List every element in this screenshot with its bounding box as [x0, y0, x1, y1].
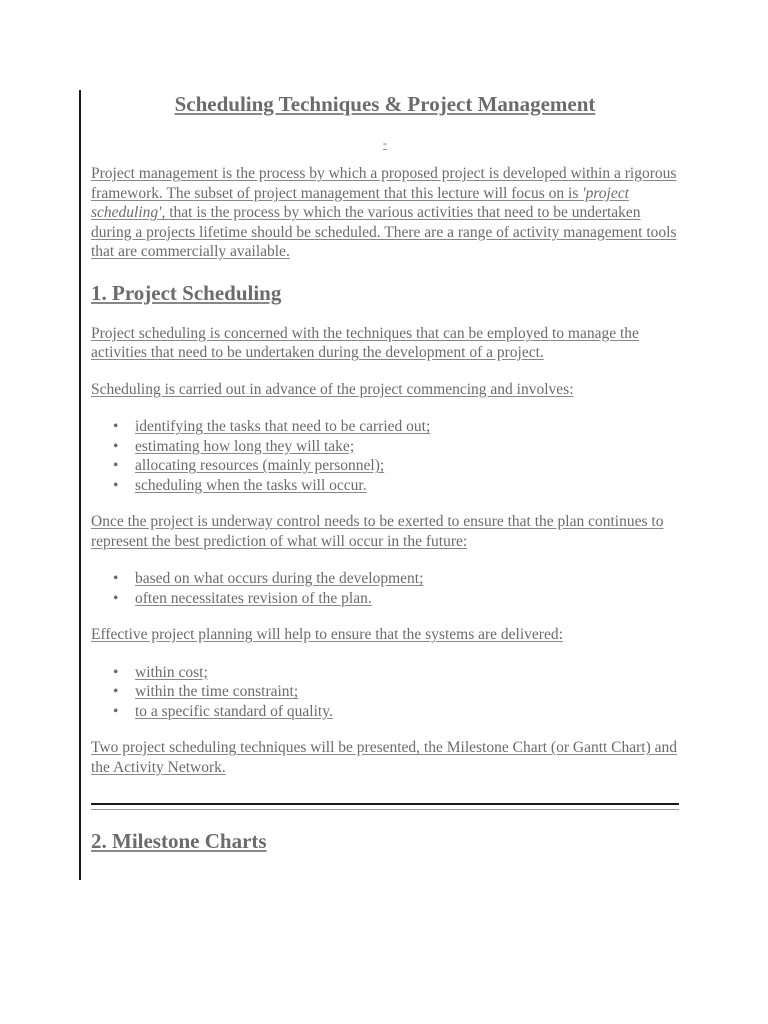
- document-page: [91, 90, 679, 855]
- paragraph-link[interactable]: Two project scheduling techniques will be presented, the Milestone Chart (or Gantt Chart) and the Activity Network.: [91, 739, 678, 776]
- bullet-icon: •: [113, 663, 119, 681]
- section-heading-milestone-charts[interactable]: [91, 827, 679, 855]
- list-item[interactable]: • within cost;: [113, 663, 208, 681]
- bullet-icon: •: [113, 476, 119, 494]
- intro-link-part2[interactable]: , that is the process by which the various activities that need to be undertaken during a projects lifetime should be scheduled. There are a range of activity management tools that are commercially available.: [91, 204, 677, 260]
- bullet-icon: •: [113, 418, 119, 435]
- paragraph-link[interactable]: Scheduling is carried out in advance of the project commencing and involves:: [91, 380, 574, 398]
- paragraph-link[interactable]: Effective project planning will help to ensure that the systems are delivered:: [91, 626, 563, 643]
- document-title-text: Scheduling Techniques & Project Management: [174, 92, 596, 116]
- list-item[interactable]: • estimating how long they will take;: [113, 437, 355, 455]
- paragraph-effective-planning[interactable]: [91, 625, 679, 645]
- intro-link-emphasis[interactable]: 'project scheduling': [91, 184, 629, 221]
- horizontal-rule-light: [91, 809, 679, 810]
- paragraph-link[interactable]: Once the project is underway control needs to be exerted to ensure that the plan continues to represent the best prediction of what will occur in the future:: [91, 513, 664, 550]
- document-title: [91, 90, 679, 118]
- list-item[interactable]: • scheduling when the tasks will occur.: [113, 476, 367, 494]
- bullet-icon: •: [113, 457, 119, 474]
- horizontal-rule: [91, 803, 679, 810]
- list-item[interactable]: • to a specific standard of quality.: [113, 702, 333, 720]
- horizontal-rule-dark: [91, 803, 679, 805]
- list-item[interactable]: • allocating resources (mainly personnel);: [113, 457, 385, 474]
- bullet-icon: •: [113, 570, 119, 587]
- bullet-icon: •: [113, 437, 119, 455]
- intro-link-part1[interactable]: Project management is the process by which a proposed project is developed within a rigorous framework. The subset of project management that this lecture will focus on is: [91, 165, 677, 202]
- list-item[interactable]: • identifying the tasks that need to be carried out;: [113, 418, 431, 435]
- list-control-points: [91, 569, 679, 608]
- paragraph-link[interactable]: Project scheduling is concerned with the techniques that can be employed to manage the activities that need to be undertaken during the development of a project.: [91, 324, 639, 361]
- list-scheduling-tasks: [91, 417, 679, 495]
- bullet-icon: •: [113, 702, 119, 720]
- intro-paragraph[interactable]: [91, 164, 679, 262]
- bullet-icon: •: [113, 683, 119, 700]
- section-heading-project-scheduling[interactable]: [91, 279, 679, 307]
- section-heading-link[interactable]: 2. Milestone Charts: [91, 829, 267, 853]
- paragraph-two-techniques[interactable]: [91, 738, 679, 777]
- list-item[interactable]: • based on what occurs during the development;: [113, 570, 424, 587]
- paragraph-scheduling-involves[interactable]: [91, 380, 679, 400]
- bullet-icon: •: [113, 589, 119, 607]
- section-heading-link[interactable]: 1. Project Scheduling: [91, 280, 282, 305]
- paragraph-control[interactable]: [91, 512, 679, 551]
- list-item[interactable]: • often necessitates revision of the plan.: [113, 589, 372, 607]
- paragraph-scheduling-definition[interactable]: [91, 324, 679, 363]
- left-margin-rule: [79, 90, 81, 880]
- title-separator-dash: -: [383, 136, 387, 150]
- list-delivery-criteria: [91, 663, 679, 722]
- list-item[interactable]: • within the time constraint;: [113, 683, 299, 700]
